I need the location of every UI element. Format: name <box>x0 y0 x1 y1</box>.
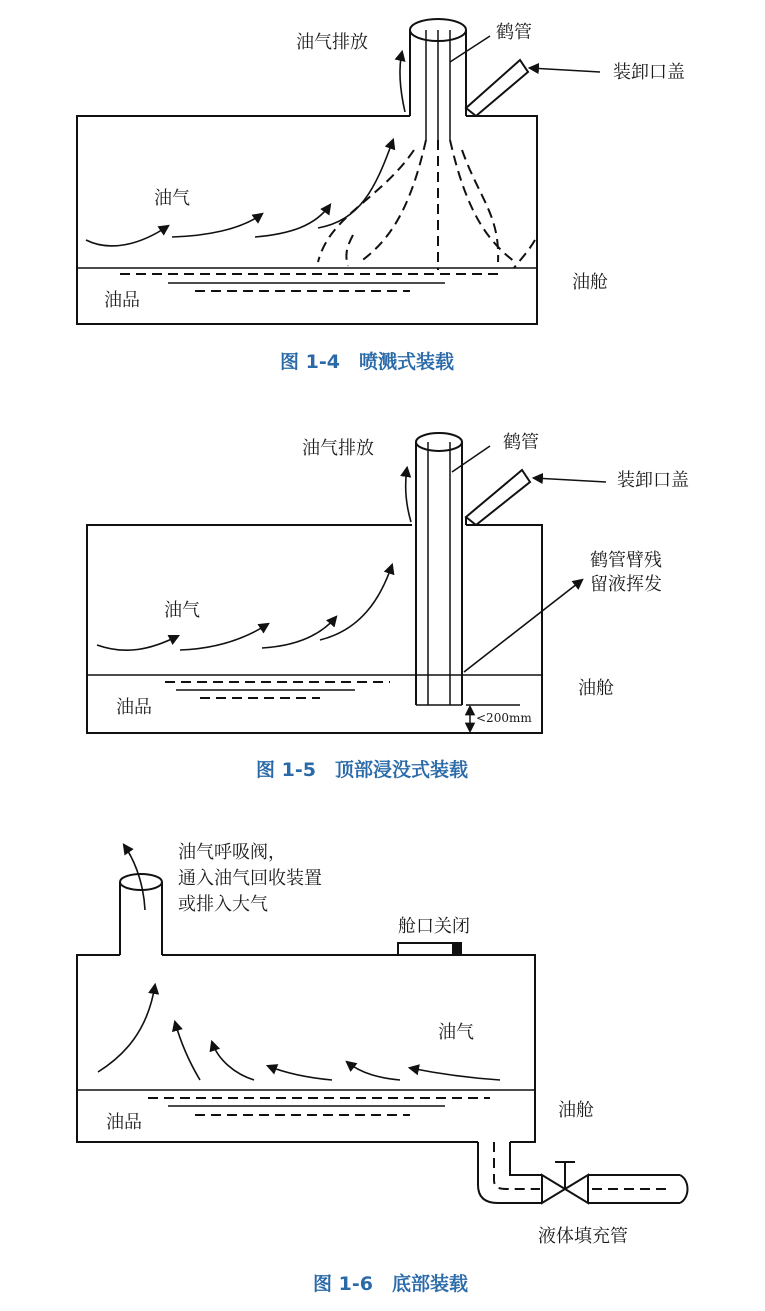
pipe-leader <box>450 36 490 62</box>
residual-label: 留液挥发 <box>590 574 662 595</box>
figure-caption: 图 1-5 顶部浸没式装载 <box>256 759 468 781</box>
vapor-flow-arrow <box>98 985 155 1072</box>
vapor-flow-arrow <box>318 140 393 228</box>
breather-valve-label: 或排入大气 <box>178 894 268 915</box>
vapor-flow-arrow <box>86 226 168 246</box>
vapor-flow-arrow <box>175 1022 200 1080</box>
vapor-vent-label: 油气排放 <box>296 32 368 53</box>
vapor-flow-arrow <box>347 1062 400 1080</box>
product-label: 油品 <box>106 1112 142 1133</box>
figure-caption: 图 1-6 底部装载 <box>313 1273 468 1295</box>
crane-pipe <box>416 433 462 705</box>
crane-pipe-label: 鹤管 <box>496 22 532 43</box>
fill-pipe <box>478 1142 688 1203</box>
crane-pipe-label: 鹤管 <box>503 432 539 453</box>
vapor-flow-arrow <box>212 1042 254 1080</box>
tank-outline <box>77 116 537 324</box>
vent-arrow <box>400 52 405 112</box>
vapor-flow-arrow <box>97 636 178 650</box>
vapor-label: 油气 <box>154 188 190 209</box>
vapor-flow-arrow <box>180 624 268 650</box>
closed-hatch <box>398 943 462 955</box>
vapor-flow-arrow <box>262 617 336 648</box>
product-label: 油品 <box>104 290 140 311</box>
vapor-vent-label: 油气排放 <box>302 438 374 459</box>
breather-stack <box>120 845 162 955</box>
crane-pipe <box>318 19 535 270</box>
figure-1-6 <box>77 842 688 1295</box>
vapor-label: 油气 <box>438 1022 474 1043</box>
hatch-closed-label: 舱口关闭 <box>398 916 470 937</box>
pipe-leader <box>452 446 490 472</box>
vapor-flow-arrow <box>320 565 392 640</box>
tank-outline <box>77 955 535 1142</box>
breather-valve-label: 油气呼吸阀， <box>178 842 286 863</box>
residual-label: 鹤管臂残 <box>590 550 662 571</box>
vapor-label: 油气 <box>164 600 200 621</box>
tank-label: 油舱 <box>572 272 608 293</box>
figure-1-5 <box>87 432 689 781</box>
tank-label: 油舱 <box>578 678 614 699</box>
fill-pipe-label: 液体填充管 <box>538 1226 628 1247</box>
tank-label: 油舱 <box>558 1100 594 1121</box>
vent-arrow <box>406 468 411 522</box>
hatch-cover <box>466 470 530 525</box>
hatch-cover <box>466 60 528 116</box>
vapor-flow-arrow <box>268 1066 332 1080</box>
hatch-cover-label: 装卸口盖 <box>613 62 685 83</box>
residual-leader <box>464 580 582 672</box>
vapor-flow-arrow <box>410 1068 500 1080</box>
vapor-flow-arrow <box>255 205 330 237</box>
figure-1-4 <box>77 19 685 373</box>
gap-label: <200mm <box>476 711 532 725</box>
figure-caption: 图 1-4 喷溅式装载 <box>280 351 454 373</box>
vapor-flow-arrow <box>172 214 262 237</box>
hatch-cover-label: 装卸口盖 <box>617 470 689 491</box>
tank-outline <box>87 525 542 733</box>
hatch-leader <box>534 478 606 482</box>
breather-valve-label: 通入油气回收装置 <box>178 868 322 889</box>
product-label: 油品 <box>116 697 152 718</box>
hatch-leader <box>530 68 600 72</box>
